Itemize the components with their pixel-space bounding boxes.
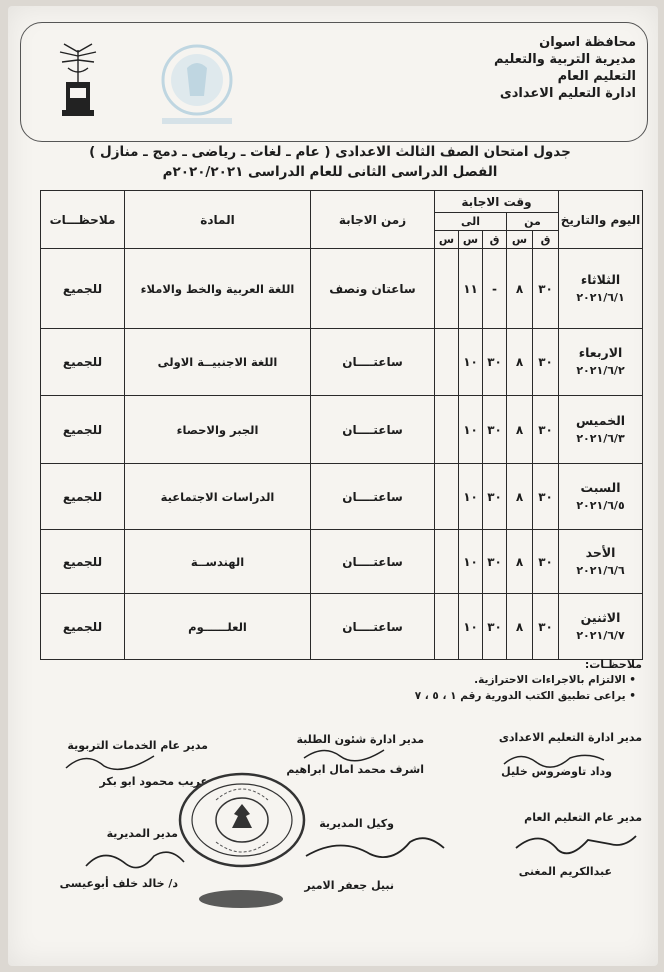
signer-title: مدير المديرية [106, 827, 178, 840]
from-hour-cell: ٨ [507, 464, 533, 530]
signature-scribble [300, 830, 450, 870]
blank-cell [435, 329, 459, 396]
table-row [41, 530, 643, 594]
exam-date: ٢٠٢١/٦/٣ [576, 431, 625, 445]
notes-cell: للجميع [41, 530, 125, 594]
header-to-hour-2: س [435, 231, 459, 249]
table-row [41, 594, 643, 660]
blank-cell [435, 530, 459, 594]
subject-cell: الدراسات الاجتماعية [125, 464, 311, 530]
subject-cell: الهندســة [125, 530, 311, 594]
signer-title: وكيل المديرية [319, 817, 394, 830]
signer-name: وداد تاوضروس خليل [501, 765, 612, 778]
notes-cell: للجميع [41, 464, 125, 530]
table-row [41, 464, 643, 530]
to-minute-cell: ٣٠ [483, 594, 507, 660]
to-minute-cell: ٣٠ [483, 530, 507, 594]
from-minute-cell: ٣٠ [533, 594, 559, 660]
note-item: • الالتزام بالاجراءات الاحترازية. [474, 674, 636, 686]
to-hour-cell: ١٠ [459, 594, 483, 660]
letterhead-text [436, 34, 636, 102]
duration-cell: ساعتان ونصف [311, 249, 435, 329]
header-from: من [507, 213, 559, 231]
to-hour-cell: ١٠ [459, 464, 483, 530]
from-hour-cell: ٨ [507, 249, 533, 329]
header-subject: المادة [125, 191, 311, 249]
watermark-logo [142, 38, 252, 128]
day-name: الأحد [585, 544, 616, 560]
signer-title: مدير عام الخدمات التربوية [67, 739, 208, 752]
exam-date: ٢٠٢١/٦/٢ [576, 364, 625, 377]
day-date-cell [559, 594, 643, 660]
from-minute-cell: ٣٠ [533, 464, 559, 530]
signature-scribble [300, 742, 390, 766]
official-stamp [176, 770, 308, 870]
header-duration: زمن الاجابة [311, 191, 435, 249]
signature-scribble [510, 826, 640, 862]
to-minute-cell: - [483, 249, 507, 329]
to-hour-cell: ١١ [459, 249, 483, 329]
title-line-2: الفصل الدراسى الثانى للعام الدراسى ٢٠٢٠/٢٠٢١م [162, 164, 498, 180]
day-date-cell [559, 249, 643, 329]
blank-cell [435, 594, 459, 660]
exam-schedule-table [40, 190, 643, 660]
exam-date: ٢٠٢١/٦/٥ [576, 498, 625, 512]
subject-cell: العلــــــوم [125, 594, 311, 660]
header-to-minute: ق [483, 231, 507, 249]
signer-title: مدير عام التعليم العام [524, 811, 642, 824]
title-line-1: جدول امتحان الصف الثالث الاعدادى ( عام ـ لغات ـ رياضى ـ دمج ـ منازل ) [89, 144, 571, 160]
signer-name: عريب محمود ابو بكر [99, 775, 208, 788]
letterhead-line: مديرية التربية والتعليم [493, 52, 636, 67]
subject-cell: اللغة العربية والخط والاملاء [125, 249, 311, 329]
subject-cell: اللغة الاجنبيــة الاولى [125, 329, 311, 396]
to-minute-cell: ٣٠ [483, 464, 507, 530]
from-hour-cell: ٨ [507, 329, 533, 396]
header-answer-time: وقت الاجابة [435, 191, 559, 213]
header-to-hour: س [459, 231, 483, 249]
notes-cell: للجميع [41, 329, 125, 396]
header-from-minute: ق [533, 231, 559, 249]
signature-scribble [60, 748, 160, 778]
from-minute-cell: ٣٠ [533, 530, 559, 594]
day-name: الثلاثاء [580, 271, 621, 287]
blank-cell [435, 249, 459, 329]
to-hour-cell: ١٠ [459, 530, 483, 594]
header-notes: ملاحظـــات [41, 191, 125, 249]
note-item: • يراعى تطبيق الكتب الدورية رقم ١ ، ٥ ، ٧ [414, 690, 636, 702]
to-minute-cell: ٣٠ [483, 329, 507, 396]
day-name: الاثنين [580, 609, 621, 625]
notes-list [415, 672, 636, 704]
exam-date: ٢٠٢١/٦/٧ [576, 628, 625, 642]
signer-title: مدير ادارة التعليم الاعدادى [498, 731, 642, 744]
day-name: الخميس [575, 412, 626, 428]
day-date-cell [559, 464, 643, 530]
stamp-smudge [196, 888, 286, 910]
document-title [20, 142, 640, 182]
duration-cell: ساعتــــان [311, 530, 435, 594]
to-hour-cell: ١٠ [459, 396, 483, 464]
signer-name: نبيل جعفر الامير [304, 879, 394, 892]
blank-cell [435, 464, 459, 530]
header-from-hour: س [507, 231, 533, 249]
letterhead-line: التعليم العام [557, 69, 636, 84]
signer-name: عبدالكريم المغنى [518, 865, 612, 878]
notes-cell: للجميع [41, 249, 125, 329]
from-minute-cell: ٣٠ [533, 249, 559, 329]
table-row [41, 329, 643, 396]
day-date-cell [559, 530, 643, 594]
signature-scribble [80, 842, 190, 878]
to-hour-cell: ١٠ [459, 329, 483, 396]
letterhead-line: محافظة اسوان [539, 35, 636, 50]
day-date-cell [559, 396, 643, 464]
to-minute-cell: ٣٠ [483, 396, 507, 464]
header-day-date: اليوم والتاريخ [559, 191, 643, 249]
signer-name: اشرف محمد امال ابراهيم [286, 763, 424, 776]
table-row [41, 249, 643, 329]
letterhead-line: ادارة التعليم الاعدادى [499, 86, 636, 101]
notes-cell: للجميع [41, 396, 125, 464]
blank-cell [435, 396, 459, 464]
duration-cell: ساعتــــان [311, 396, 435, 464]
day-name: السبت [580, 479, 621, 495]
day-date-cell [559, 329, 643, 396]
subject-cell: الجبر والاحصاء [125, 396, 311, 464]
header-to: الى [435, 213, 507, 231]
signer-name: د/ خالد خلف أبوعيسى [59, 877, 178, 890]
ministry-logo [54, 42, 102, 120]
day-name: الاربعاء [578, 345, 623, 360]
duration-cell: ساعتــــان [311, 594, 435, 660]
notes-cell: للجميع [41, 594, 125, 660]
notes-label: ملاحظـات: [584, 658, 642, 671]
duration-cell: ساعتــــان [311, 329, 435, 396]
duration-cell: ساعتــــان [311, 464, 435, 530]
exam-date: ٢٠٢١/٦/١ [576, 290, 625, 304]
exam-date: ٢٠٢١/٦/٦ [576, 563, 625, 577]
signer-title: مدير ادارة شئون الطلبة [296, 733, 424, 746]
from-minute-cell: ٣٠ [533, 329, 559, 396]
from-minute-cell: ٣٠ [533, 396, 559, 464]
from-hour-cell: ٨ [507, 530, 533, 594]
table-row [41, 396, 643, 464]
from-hour-cell: ٨ [507, 396, 533, 464]
signature-scribble [500, 746, 610, 772]
from-hour-cell: ٨ [507, 594, 533, 660]
